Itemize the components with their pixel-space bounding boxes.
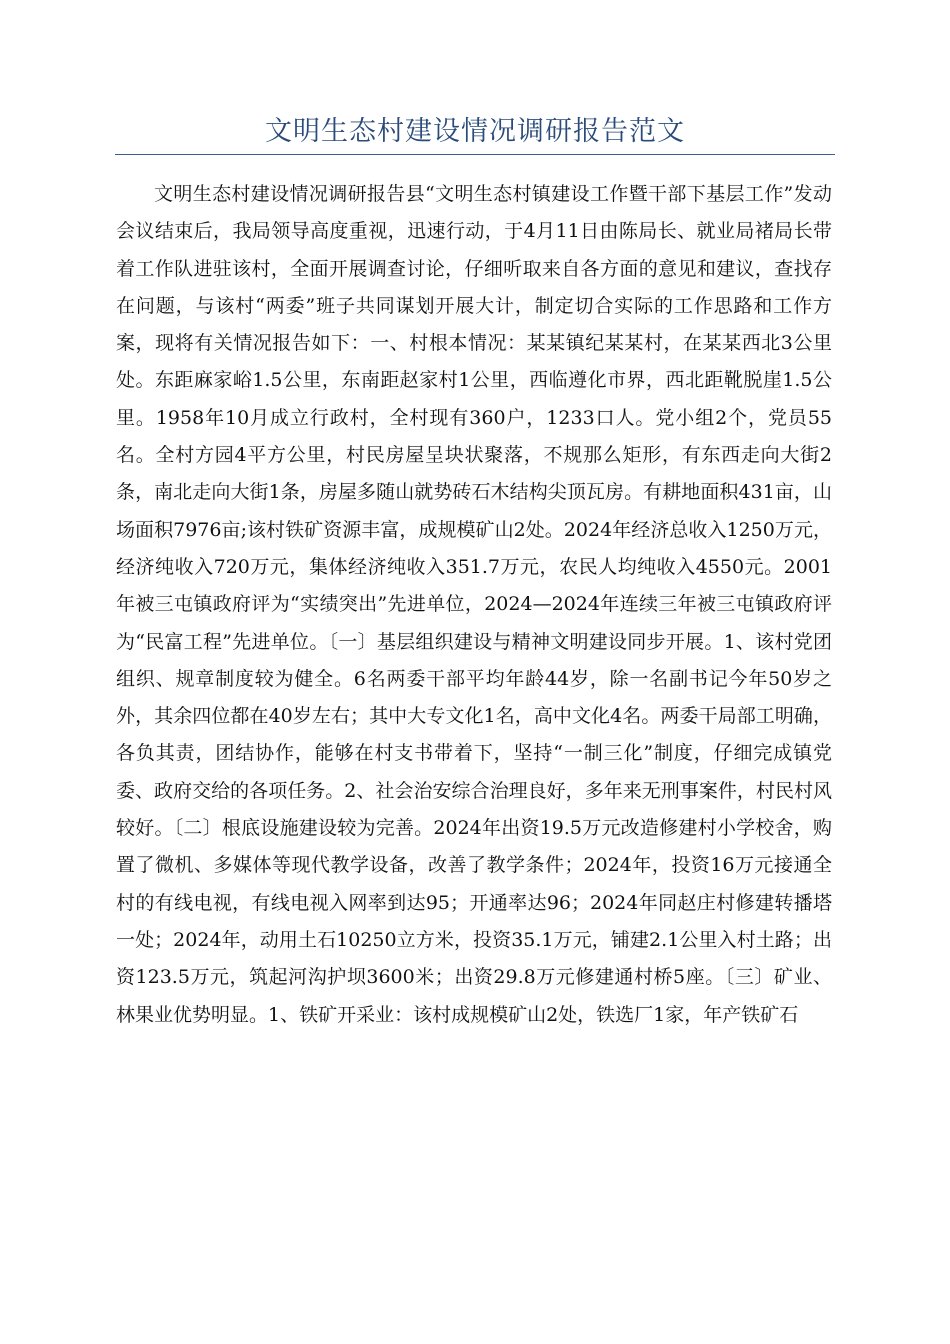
body-paragraph: 文明生态村建设情况调研报告县“文明生态村镇建设工作暨干部下基层工作”发动会议结束后，我局领导高度重视，迅速行动，于4月11日由陈局长、就业局褚局长带着工作队进驻该村，全面开展调查讨论，仔细听取来自各方面的意见和建议，查找存在问题，与该村“两委”班子共同谋划开展大计，制定切合实际的工作思路和工作方案，现将有关情况报告如下：一、村根本情况：某某镇纪某某村，在某某西北3公里处。东距麻家峪1.5公里，东南距赵家村1公里，西临遵化市界，西北距靴脱崖1.5公里。1958年10月成立行政村，全村现有360户，1233口人。党小组2个，党员55名。全村方园4平方公里，村民房屋呈块状聚落，不规那么矩形，有东西走向大街2条，南北走向大街1条，房屋多随山就势砖石木结构尖顶瓦房。有耕地面积431亩，山场面积7976亩;该村铁矿资源丰富，成规模矿山2处。2024年经济总收入1250万元，经济纯收入720万元，集体经济纯收入351.7万元，农民人均纯收入4550元。2001年被三屯镇政府评为“实绩突出”先进单位，2024—2024年连续三年被三屯镇政府评为“民富工程”先进单位。〔一〕基层组织建设与精神文明建设同步开展。1、该村党团组织、规章制度较为健全。6名两委干部平均年龄44岁，除一名副书记今年50岁之外，其余四位都在40岁左右；其中大专文化1名，高中文化4名。两委干局部工明确，各负其责，团结协作，能够在村支书带着下，坚持“一制三化”制度，仔细完成镇党委、政府交给的各项任务。2、社会治安综合治理良好，多年来无刑事案件，村民村风较好。〔二〕根底设施建设较为完善。2024年出资19.5万元改造修建村小学校舍，购置了微机、多媒体等现代教学设备，改善了教学条件；2024年，投资16万元接通全村的有线电视，有线电视入网率到达95；开通率达96；2024年同赵庄村修建转播塔一处；2024年，动用土石10250立方米，投资35.1万元，铺建2.1公里入村土路；出资123.5万元，筑起河沟护坝3600米；出资29.8万元修建通村桥5座。〔三〕矿业、林果业优势明显。1、铁矿开采业：该村成规模矿山2处，铁选厂1家，年产铁矿石 [116,183,832,1026]
title-underline [115,154,835,155]
page-title: 文明生态村建设情况调研报告范文 [265,116,685,147]
